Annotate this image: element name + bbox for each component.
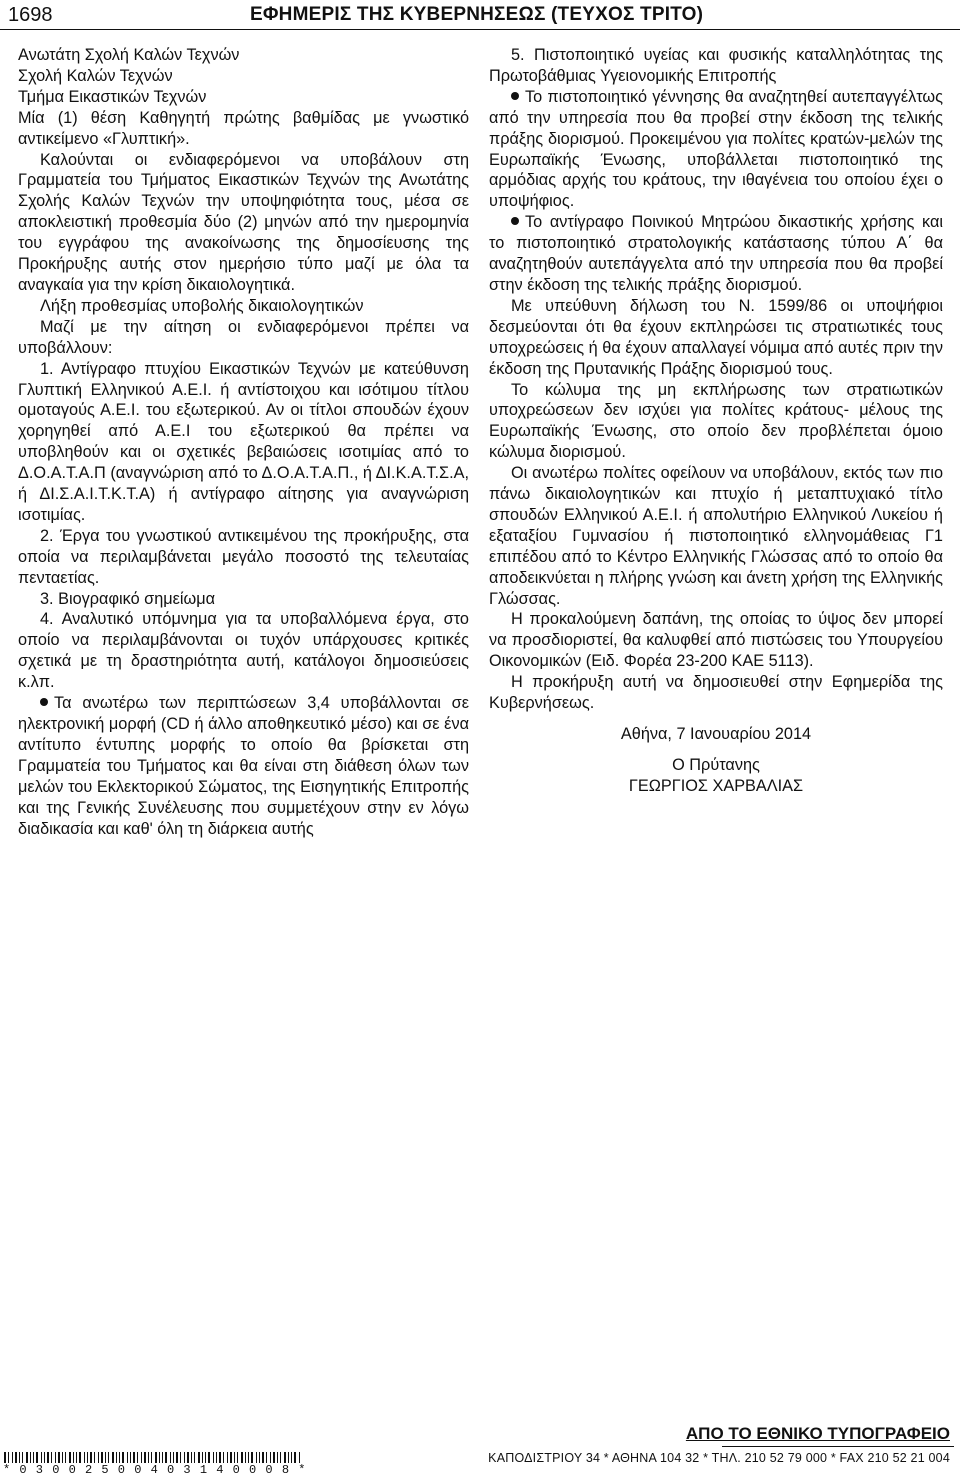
right-column — [489, 45, 943, 797]
birth-certificate-paragraph: Το πιστοποιητικό γέννησης θα αναζητηθεί αυτεπαγγέλτως από την υπηρεσία που θα προβεί στην έκδοση της τελικής πράξης διορισμού. Προκειμένου για πολίτες κρατών-μελών της Ευρωπαϊκής Ένωσης, υποβάλλεται πιστοποιητικό της αρμόδιας αρχής του κράτους, την ιθαγένεια του οποίου έχει ο υποψήφιος. — [489, 87, 943, 211]
footer-rule — [722, 1446, 954, 1447]
bullet-icon — [511, 92, 519, 100]
criminal-record-paragraph: Το αντίγραφο Ποινικού Μητρώου δικαστικής χρήσης και το πιστοποιητικό στρατολογικής κατάστασης τύπου Α΄ θα αναζητηθούν αυτεπάγγελτα από την υπηρεσία που θα προβεί στην έκδοση της τελικής πράξης διορισμού. — [489, 213, 943, 294]
printer-name: ΑΠΟ ΤΟ ΕΘΝΙΚΟ ΤΥΠΟΓΡΑΦΕΙΟ — [685, 1424, 950, 1443]
position-description: Μία (1) θέση Καθηγητή πρώτης βαθμίδας με γνωστικό αντικείμενο «Γλυπτική». — [18, 108, 469, 148]
requirement-5: 5. Πιστοποιητικό υγείας και φυσικής καταλληλότητας της Πρωτοβάθμιας Υγειονομικής Επιτροπής — [489, 46, 943, 85]
requirement-2: 2. Έργα του γνωστικού αντικειμένου της προκήρυξης, στα οποία να περιλαμβάνεται μεγάλο ποσοστό της τελευταίας πενταετίας. — [18, 526, 469, 587]
requirement-1: 1. Αντίγραφο πτυχίου Εικαστικών Τεχνών με κατεύθυνση Γλυπτική Ελληνικού Α.Ε.Ι. ή αντίστοιχου και ισότιμου τίτλου ομοταγούς Α.Ε.Ι. του εξωτερικού. Αν οι τίτλοι σπουδών έχουν χορηγηθεί από Α.Ε.Ι του εξωτερικού θα πρέπει να υποβληθούν και οι σχετικές βεβαιώσεις ισοτιμίας από το Δ.Ο.Α.Τ.Α.Π (αναγνώριση από το Δ.Ο.Α.Τ.Α.Π., ή ΔΙ.Κ.Α.Τ.Σ.Α, ή ΔΙ.Σ.Α.Ι.Τ.Κ.Τ.Α) ή αντίγραφο αίτησης για αναγνώριση ισοτιμίας. — [18, 359, 469, 524]
page-number: 1698 — [8, 4, 53, 26]
signer-title: Ο Πρύτανης — [672, 755, 760, 774]
page-header — [0, 0, 960, 32]
publication-paragraph: Η προκήρυξη αυτή να δημοσιευθεί στην Εφημερίδα της Κυβερνήσεως. — [489, 673, 943, 713]
printer-contact: ΚΑΠΟΔΙΣΤΡΙΟΥ 34 * ΑΘΗΝΑ 104 32 * ΤΗΛ. 210 52 79 000 * FAX 210 52 21 004 — [488, 1451, 950, 1465]
military-declaration-paragraph: Με υπεύθυνη δήλωση του Ν. 1599/86 οι υποψήφιοι δεσμεύονται ότι θα έχουν εκπληρώσει τις στρατιωτικές τους υποχρεώσεις ή θα έχουν απαλλαγεί νόμιμα από αυτές πριν την έκδοση της Πρυτανικής Πράξης διορισμού τους. — [489, 296, 943, 378]
signature-date: Αθήνα, 7 Ιανουαρίου 2014 — [620, 725, 812, 743]
bullet-icon — [511, 217, 519, 225]
spacer — [489, 745, 943, 755]
signer-name: ΓΕΩΡΓΙΟΣ ΧΑΡΒΑΛΙΑΣ — [628, 776, 804, 795]
left-column — [18, 45, 469, 839]
school-name: Σχολή Καλών Τεχνών — [18, 66, 173, 85]
call-paragraph: Καλούνται οι ενδιαφερόμενοι να υποβάλουν στη Γραμματεία του Τμήματος Εικαστικών Τεχνών της Ανωτάτης Σχολής Καλών Τεχνών την υποψηφιότητα τους, μέσα σε αποκλειστική προθεσμία δύο (2) μηνών από την ημερομηνία του εγγράφου της ανακοίνωσης της δημοσίευσης της Προκήρυξης αυτής στον ημερήσιο τύπο μαζί με όλα τα αναγκαία για την κρίση δικαιολογητικά. — [18, 150, 469, 294]
deadline-heading: Λήξη προθεσμίας υποβολής δικαιολογητικών — [40, 296, 364, 315]
military-exemption-paragraph: Το κώλυμα της μη εκπλήρωσης των στρατιωτικών υποχρεώσεων δεν ισχύει για πολίτες κράτους- μέλους της Ευρωπαϊκής Ένωσης, στο οποίο δεν προβλέπεται όμοιο κώλυμα διορισμού. — [489, 380, 943, 462]
department-name: Τμήμα Εικαστικών Τεχνών — [18, 87, 207, 106]
spacer — [489, 714, 943, 724]
documents-intro: Μαζί με την αίτηση οι ενδιαφερόμενοι πρέπει να υποβάλλουν: — [18, 317, 469, 357]
electronic-submission-paragraph: Τα ανωτέρω των περιπτώσεων 3,4 υποβάλλονται σε ηλεκτρονική μορφή (CD ή άλλο αποθηκευτικό μέσο) και σε ένα αντίτυπο έντυπης μορφής το οποίο θα βρίσκεται στη Γραμματεία του Τμήματος και θα είναι στη διάθεση όλων των μελών του Εκλεκτορικού Σώματος, της Εισηγητικής Επιτροπής και της Γενικής Συνέλευσης που συμμετέχουν στην εν λόγω διαδικασία και καθ' όλη τη διάρκεια αυτής — [18, 694, 469, 838]
bullet-icon — [40, 698, 48, 706]
barcode-text: *03002500403140008* — [3, 1463, 315, 1477]
greek-language-paragraph: Οι ανωτέρω πολίτες οφείλουν να υποβάλουν, εκτός των πιο πάνω δικαιολογητικών και πτυχίο ή μεταπτυχιακό τίτλο σπουδών Ελληνικού Α.Ε.Ι. ή απολυτήριο Ελληνικού Λυκείου ή εξαταξίου Γυμνασίου ή πιστοποιητικό ελληνομάθειας Γ1 επιπέδου από το Κέντρο Ελληνικής Γλώσσας από το οποίο θα αποδεικνύεται η πλήρης γνώση και άνετη χρήση της Ελληνικής Γλώσσας. — [489, 464, 943, 608]
institution-name: Ανωτάτη Σχολή Καλών Τεχνών — [18, 46, 240, 64]
header-rule — [0, 29, 960, 30]
requirement-4: 4. Αναλυτικό υπόμνημα για τα υποβαλλόμενα έργα, στο οποίο να περιλαμβάνονται οι τυχόν υπάρχουσες κριτικές σχετικά με τη δραστηριότητα αυτή, κατάλογοι δημοσιεύσεις κ.λπ. — [18, 610, 469, 692]
requirement-3: 3. Βιογραφικό σημείωμα — [40, 589, 216, 608]
gazette-title: ΕΦΗΜΕΡΙΣ ΤΗΣ ΚΥΒΕΡΝΗΣΕΩΣ (ΤΕΥΧΟΣ ΤΡΙΤΟ) — [250, 4, 704, 25]
expense-paragraph: Η προκαλούμενη δαπάνη, της οποίας το ύψος δεν μπορεί να προσδιοριστεί, θα καλυφθεί από πιστώσεις του Υπουργείου Οικονομικών (Ειδ. Φορέα 23-200 ΚΑΕ 5113). — [489, 610, 943, 671]
